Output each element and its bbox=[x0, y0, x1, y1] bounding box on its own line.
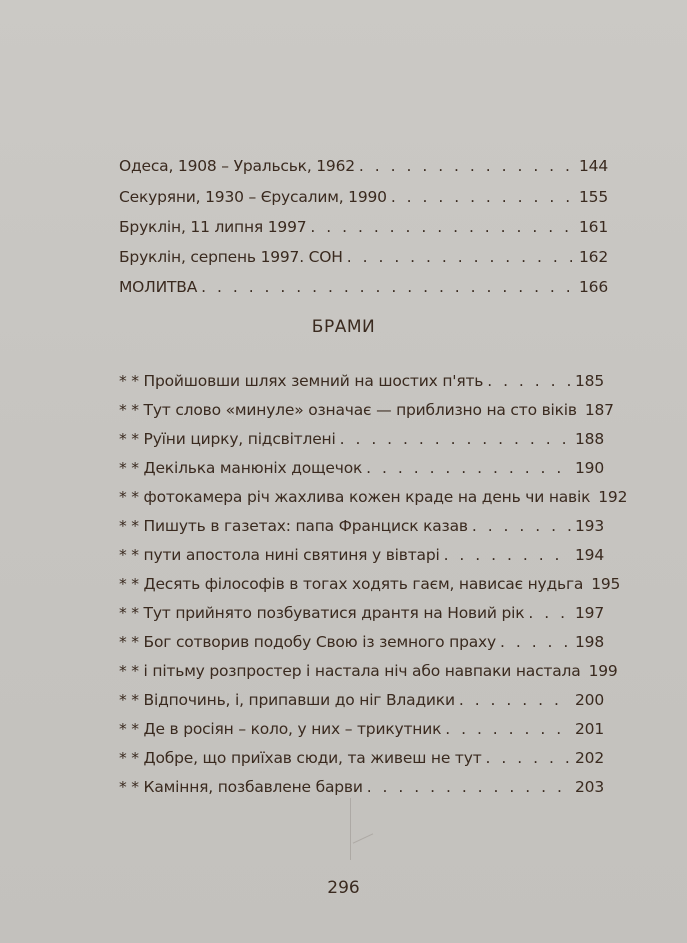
toc-entry-title: Бруклін, серпень 1997. СОН bbox=[119, 248, 343, 266]
dot-leader bbox=[486, 748, 571, 768]
toc-entry-page: 188 bbox=[575, 430, 604, 448]
toc-entry-page: 201 bbox=[575, 720, 604, 738]
toc-entry bbox=[119, 777, 604, 797]
toc-entry bbox=[119, 277, 608, 297]
toc-entry-title: * * Тут слово «минуле» означає — приблизно на сто віків bbox=[119, 401, 577, 419]
toc-entry bbox=[119, 458, 604, 478]
toc-entry bbox=[119, 187, 608, 207]
toc-entry-title: Секуряни, 1930 – Єрусалим, 1990 bbox=[119, 188, 387, 206]
toc-entry bbox=[119, 371, 604, 391]
toc-entry-page: 194 bbox=[575, 546, 604, 564]
dot-leader bbox=[445, 719, 571, 739]
toc-entry-title: * * Добре, що приїхав сюди, та живеш не тут bbox=[119, 749, 482, 767]
toc-entry bbox=[119, 400, 614, 420]
toc-entry-title: * * пути апостола нині святиня у вівтарі bbox=[119, 546, 440, 564]
toc-entry-title: * * і пітьму розпростер і настала ніч або навпаки настала bbox=[119, 662, 581, 680]
dot-leader bbox=[201, 277, 575, 297]
toc-entry-page: 197 bbox=[575, 604, 604, 622]
toc-entry bbox=[119, 545, 604, 565]
pencil-mark bbox=[353, 833, 373, 843]
toc-entry-title: * * Каміння, позбавлене барви bbox=[119, 778, 363, 796]
dot-leader bbox=[340, 429, 571, 449]
toc-entry-page: 144 bbox=[579, 157, 608, 175]
toc-entry-title: Бруклін, 11 липня 1997 bbox=[119, 218, 307, 236]
toc-entry-page: 155 bbox=[579, 188, 608, 206]
toc-entry-page: 195 bbox=[591, 575, 621, 593]
dot-leader bbox=[500, 632, 571, 652]
dot-leader bbox=[444, 545, 571, 565]
toc-entry-page: 187 bbox=[584, 401, 614, 419]
toc-entry-title: * * Відпочинь, і, припавши до ніг Владики bbox=[119, 691, 455, 709]
toc-entry bbox=[119, 661, 618, 681]
toc-entry bbox=[119, 574, 621, 594]
toc-entry-title: * * Пишуть в газетах: папа Франциск казав bbox=[119, 517, 468, 535]
toc-entry bbox=[119, 487, 628, 507]
toc-entry-page: 198 bbox=[575, 633, 604, 651]
toc-entry bbox=[119, 603, 604, 623]
toc-entry bbox=[119, 217, 608, 237]
toc-entry-page: 202 bbox=[575, 749, 604, 767]
dot-leader bbox=[487, 371, 571, 391]
toc-entry-page: 203 bbox=[575, 778, 604, 796]
dot-leader bbox=[367, 777, 571, 797]
toc-entry bbox=[119, 156, 608, 176]
toc-entry bbox=[119, 516, 604, 536]
toc-entry-title: Одеса, 1908 – Уральськ, 1962 bbox=[119, 157, 355, 175]
toc-entry-page: 192 bbox=[598, 488, 628, 506]
dot-leader bbox=[366, 458, 571, 478]
toc-entry-title: * * Декілька манюніх дощечок bbox=[119, 459, 363, 477]
pencil-mark bbox=[350, 798, 351, 860]
toc-entry-title: * * Пройшовши шлях земний на шостих п'ять bbox=[119, 372, 484, 390]
toc-entry-page: 200 bbox=[575, 691, 604, 709]
toc-entry-page: 161 bbox=[579, 218, 608, 236]
dot-leader bbox=[359, 156, 575, 176]
toc-entry-title: * * Де в росіян – коло, у них – трикутник bbox=[119, 720, 442, 738]
toc-entry-page: 185 bbox=[575, 372, 604, 390]
dot-leader bbox=[347, 247, 575, 267]
dot-leader bbox=[391, 187, 575, 207]
toc-entry-title: * * Руїни цирку, підсвітлені bbox=[119, 430, 336, 448]
toc-entry-page: 193 bbox=[575, 517, 604, 535]
toc-entry-title: * * фотокамера річ жахлива кожен краде на день чи навік bbox=[119, 488, 591, 506]
toc-entry bbox=[119, 632, 604, 652]
toc-entry-title: * * Тут прийнято позбуватися дрантя на Новий рік bbox=[119, 604, 525, 622]
toc-entry-title: * * Бог сотворив подобу Свою із земного праху bbox=[119, 633, 496, 651]
dot-leader bbox=[459, 690, 571, 710]
section-title: БРАМИ bbox=[311, 317, 376, 337]
toc-entry-title: МОЛИТВА bbox=[119, 278, 198, 296]
dot-leader bbox=[310, 217, 575, 237]
toc-entry-page: 166 bbox=[579, 278, 608, 296]
dot-leader bbox=[528, 603, 571, 623]
toc-entry bbox=[119, 429, 604, 449]
page-number: 296 bbox=[327, 878, 360, 898]
toc-entry bbox=[119, 690, 604, 710]
toc-entry-page: 199 bbox=[588, 662, 618, 680]
toc-entry bbox=[119, 748, 604, 768]
toc-entry-title: * * Десять філософів в тогах ходять гаєм, нависає нудьга bbox=[119, 575, 584, 593]
toc-entry-page: 190 bbox=[575, 459, 604, 477]
dot-leader bbox=[472, 516, 571, 536]
toc-entry bbox=[119, 719, 604, 739]
toc-entry bbox=[119, 247, 608, 267]
toc-entry-page: 162 bbox=[579, 248, 608, 266]
